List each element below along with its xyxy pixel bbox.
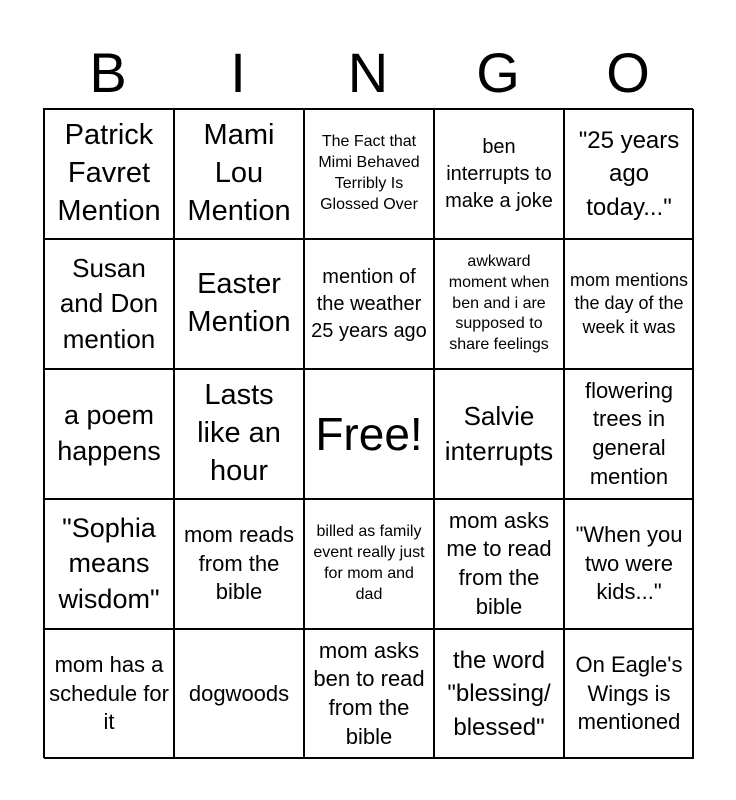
bingo-cell[interactable]	[434, 369, 564, 499]
bingo-cell[interactable]	[174, 629, 304, 759]
cell-text: the word "blessing/ blessed"	[447, 646, 551, 741]
cell-text: mom asks me to read from the bible	[446, 507, 552, 619]
cell-text: awkward moment when ben and i are supposed to share feelings	[448, 253, 550, 354]
free-space-text: Free!	[315, 407, 423, 460]
cell-text: Patrick Favret Mention	[57, 119, 161, 227]
bingo-cell[interactable]	[174, 369, 304, 499]
cell-text: "When you two were kids..."	[575, 522, 683, 605]
bingo-card-grid	[43, 108, 693, 758]
header-letter-n: N	[347, 41, 389, 104]
cell-text: "Sophia means wisdom"	[58, 512, 160, 614]
cell-text: Lasts like an hour	[197, 379, 281, 487]
bingo-cell[interactable]	[564, 369, 694, 499]
cell-text: mom mentions the day of the week it was	[569, 269, 689, 337]
cell-text: billed as family event really just for mom and dad	[313, 523, 425, 603]
cell-text: a poem happens	[57, 400, 161, 466]
cell-text: mom asks ben to read from the bible	[313, 637, 425, 749]
bingo-cell[interactable]	[304, 239, 434, 369]
bingo-cell[interactable]	[434, 109, 564, 239]
bingo-cell[interactable]	[44, 499, 174, 629]
bingo-cell[interactable]	[44, 369, 174, 499]
bingo-cell[interactable]	[44, 239, 174, 369]
bingo-header	[43, 40, 693, 106]
header-letter-b: B	[89, 41, 127, 104]
cell-text: ben interrupts to make a joke	[445, 135, 553, 212]
bingo-cell[interactable]	[564, 499, 694, 629]
cell-text: "25 years ago today..."	[578, 126, 680, 221]
bingo-cell[interactable]	[174, 109, 304, 239]
cell-text: mom reads from the bible	[183, 522, 295, 605]
cell-text: mom has a schedule for it	[49, 652, 169, 735]
bingo-cell[interactable]	[174, 499, 304, 629]
free-space-cell[interactable]	[304, 369, 434, 499]
bingo-cell[interactable]	[304, 629, 434, 759]
cell-text: Susan and Don mention	[59, 253, 159, 354]
cell-text: On Eagle's Wings is mentioned	[575, 652, 683, 735]
bingo-cell[interactable]	[434, 629, 564, 759]
bingo-cell[interactable]	[304, 109, 434, 239]
header-letter-g: G	[476, 41, 520, 104]
header-letter-i: I	[230, 41, 246, 104]
bingo-cell[interactable]	[434, 239, 564, 369]
bingo-cell[interactable]	[564, 239, 694, 369]
header-letter-o: O	[606, 41, 650, 104]
bingo-cell[interactable]	[44, 109, 174, 239]
bingo-cell[interactable]	[434, 499, 564, 629]
bingo-cell[interactable]	[304, 499, 434, 629]
bingo-cell[interactable]	[174, 239, 304, 369]
cell-text: Mami Lou Mention	[187, 119, 291, 227]
cell-text: flowering trees in general mention	[584, 377, 674, 489]
cell-text: mention of the weather 25 years ago	[311, 265, 427, 342]
cell-text: The Fact that Mimi Behaved Terribly Is Glossed Over	[318, 133, 420, 213]
bingo-cell[interactable]	[564, 629, 694, 759]
bingo-cell[interactable]	[564, 109, 694, 239]
cell-text: dogwoods	[188, 680, 290, 706]
cell-text: Easter Mention	[187, 268, 291, 338]
cell-text: Salvie interrupts	[444, 400, 554, 466]
bingo-cell[interactable]	[44, 629, 174, 759]
